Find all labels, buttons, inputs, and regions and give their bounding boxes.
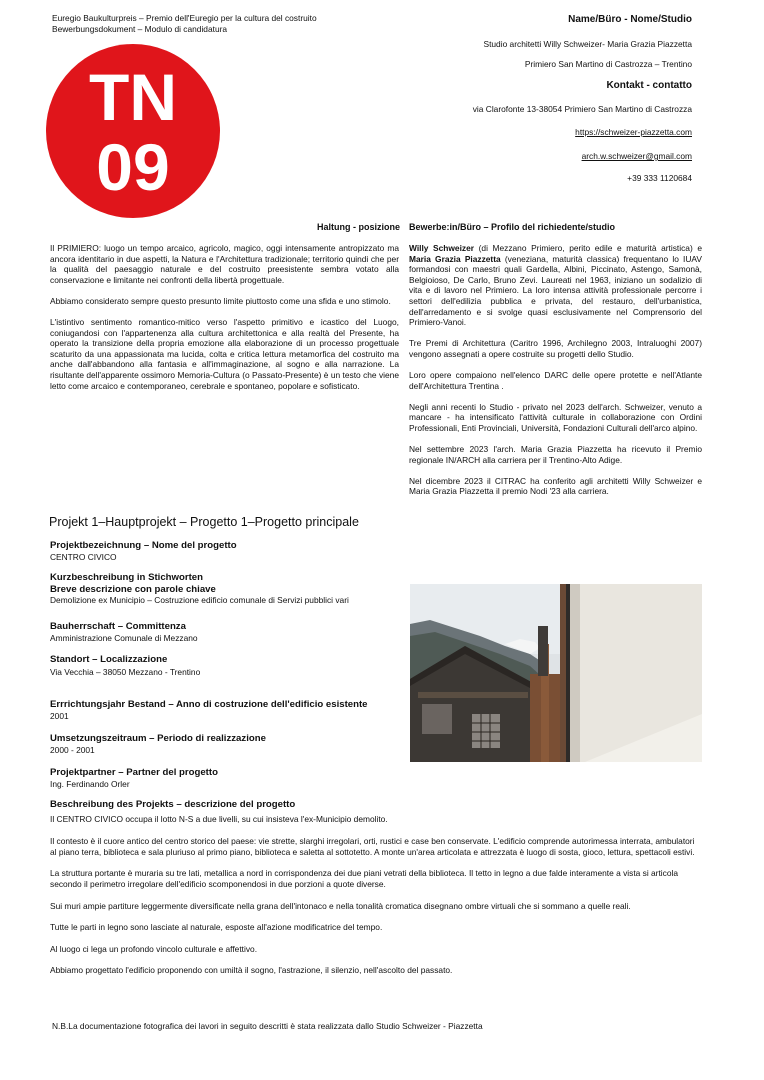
haltung-paragraph: Abbiamo considerato sempre questo presunto limite piuttosto come una sfida e uno stimolo. [50,295,391,306]
description-paragraph: Sui muri ampie partiture leggermente diversificate nella grana dell'intonaco e nella tonalità cromatica disegnano ombre virtuali che si sommano a quelle reali. [50,900,631,911]
client-label: Bauherrschaft – Committenza [50,621,186,632]
studio-name-heading: Name/Büro - Nome/Studio [568,14,692,25]
project-description [50,814,702,987]
short-description-label-it: Breve descrizione con parole chiave [50,583,216,595]
project-name-field [50,540,390,563]
partner-field [50,767,390,790]
architect-name-1: Willy Schweizer [409,243,475,253]
description-paragraph: Il CENTRO CIVICO occupa il lotto N-S a due livelli, su cui insisteva l'ex-Municipio demolito. [50,814,388,824]
short-description-field [50,572,390,606]
haltung-heading: Haltung - posizione [317,222,400,232]
profile-paragraph: Negli anni recenti lo Studio - privato nel 2023 dell'arch. Schweizer, venuto a mancare - ha intensificato l'attività culturale in collaborazione con Ordini Professionali, Enti Provinciali, Università, Fondazioni Culturali dell'arco alpino. [409,401,702,433]
header-line-1: Euregio Baukulturpreis – Premio dell'Euregio per la cultura del costruito [52,13,317,23]
document-header [52,13,317,35]
year-value: 2001 [50,710,69,721]
description-paragraph: Tutte le parti in legno sono lasciate al naturale, esposte all'azione modificatrice del tempo. [50,922,383,932]
year-field [50,699,410,722]
description-paragraph: Abbiamo progettato l'edificio proponendo con umiltà il sogno, l'astrazione, il silenzio, nell'ascolto del passato. [50,965,453,975]
studio-phone: +39 333 1120684 [627,173,692,183]
period-field [50,733,390,756]
profile-paragraph: Loro opere compaiono nell'elenco DARC delle opere protette e nell'Atlante dell'Architettura Trentina . [409,369,702,391]
location-label: Standort – Localizzazione [50,654,168,665]
contact-heading: Kontakt - contatto [606,80,692,91]
location-value: Via Vecchia – 38050 Mezzano - Trentino [50,666,201,677]
description-paragraph: Il contesto è il cuore antico del centro storico del paese: vie strette, slarghi irregolari, orti, rustici e case ben conservate. L'edificio comprende autorimessa interrata, ambulatori al piano terra, biblioteca e sala pluriuso al primo piano, biblioteca e saletta al sottotetto. A monte un'area articolata e attrezzata è luogo di sosta, gioco, lettura, spettacoli estivi. [50,835,695,857]
header-line-2: Bewerbungsdokument – Modulo di candidatura [52,24,228,34]
profile-heading: Bewerbe:in/Büro – Profilo del richiedente/studio [409,222,616,232]
location-field [50,654,390,678]
profile-text [409,243,702,507]
badge-number: 09 [96,130,170,204]
project-name-value: CENTRO CIVICO [50,551,117,562]
client-value: Amministrazione Comunale di Mezzano [50,632,198,643]
haltung-paragraph: L'istintivo sentimento romantico-mitico verso l'aspetto primitivo e icastico del Luogo, coniugandosi con l'appartenenza alla cultura architettonica e alla realtà del Presente, ha operato la transizione della propria emozione alla elaborazione di un processo progettuale scaturito da una appassionata ma lucida, colta e critica lettura metamorfica del costruito ma anche dall'abbandono alla fantasia e all'immaginazione, al sogno e alla narrazione. La risultante dell'apparente ossimoro Memoria-Cultura (o Passato-Presente) è un testo che viene letto come arcaico e contemporaneo, cerebrale e spontaneo, popolare e sofisticato. [50,316,399,391]
description-heading: Beschreibung des Projekts – descrizione del progetto [50,799,296,810]
studio-email-link[interactable]: arch.w.schweizer@gmail.com [581,151,692,161]
short-description-label-de: Kurzbeschreibung in Stichworten [50,572,203,583]
project-title: Projekt 1–Hauptprojekt – Progetto 1–Progetto principale [49,515,359,529]
short-description-value: Demolizione ex Municipio – Costruzione edificio comunale di Servizi pubblici vari [50,595,349,605]
architect-name-2: Maria Grazia Piazzetta [409,253,501,264]
description-paragraph: La struttura portante è muraria su tre lati, metallica a nord in corrispondenza dei due piani vetrati della biblioteca. Il tetto in legno a due falde interamente a vista si articola secondo il perimetro irregolare dell'edificio scomponendosi in due porzioni a quote diverse. [50,868,679,889]
profile-paragraph: Nel dicembre 2023 il CITRAC ha conferito agli architetti Willy Schweizer e Maria Grazia Piazzetta il premio Nodi '23 alla carriera. [409,475,702,497]
year-label: Errrichtungsjahr Bestand – Anno di costruzione dell'edificio esistente [50,699,368,710]
description-paragraph: Al luogo ci lega un profondo vincolo culturale e affettivo. [50,943,258,954]
studio-address: via Clarofonte 13-38054 Primiero San Martino di Castrozza [472,104,692,114]
entry-code-badge [46,44,220,218]
period-value: 2000 - 2001 [50,744,95,755]
client-field [50,621,390,644]
project-name-label: Projektbezeichnung – Nome del progetto [50,540,237,551]
studio-place: Primiero San Martino di Castrozza – Trentino [524,59,692,69]
project-photo [410,584,702,762]
profile-paragraph: Willy Schweizer (di Mezzano Primiero, perito edile e maturità artistica) e Maria Grazia Piazzetta (veneziana, maturità classica) frequentano lo IUAV formandosi con maestri quali Gardella, Albini, Piccinato, Astengo, Samonà, Belgioioso, De Carlo, Bruno Zevi. Laureati nel 1963, iniziano un sodalizio di vita e di lavoro nel Primiero. La loro intensa attività professionale percorre i settori dell'edilizia pubblica e privata, del restauro, dell'urbanistica, dell'arredamento e si svolge quasi esclusivamente nel Comprensorio del Primiero-Vanoi. [409,243,702,328]
badge-region: TN [89,60,177,134]
period-label: Umsetzungszeitraum – Periodo di realizzazione [50,733,266,744]
footer-note: N.B.La documentazione fotografica dei lavori in seguito descritti è stata realizzata dallo Studio Schweizer - Piazzetta [52,1021,483,1031]
profile-paragraph: Nel settembre 2023 l'arch. Maria Grazia Piazzetta ha ricevuto il Premio regionale IN/ARCH alla carriera per il Trentino-Alto Adige. [409,443,702,465]
haltung-text [50,243,399,402]
partner-label: Projektpartner – Partner del progetto [50,767,218,778]
profile-paragraph: Tre Premi di Architettura (Caritro 1996, Archilegno 2003, Intraluoghi 2007) vengono assegnati a opere costruite su progetti dello Studio. [409,338,702,359]
studio-name: Studio architetti Willy Schweizer- Maria Grazia Piazzetta [483,39,692,49]
partner-value: Ing. Ferdinando Orler [50,778,130,789]
studio-website-link[interactable]: https://schweizer-piazzetta.com [575,127,692,137]
haltung-paragraph: Il PRIMIERO: luogo un tempo arcaico, agricolo, magico, oggi intensamente antropizzato ma ancora identitario in due aspetti, la Natura e l'Architettura tradizionale; territorio quindi che per la qualità del paesaggio naturale e del costruito preesistente sembra votato alla conservazione e limitante nei confronti della libertà progettuale. [50,243,399,285]
